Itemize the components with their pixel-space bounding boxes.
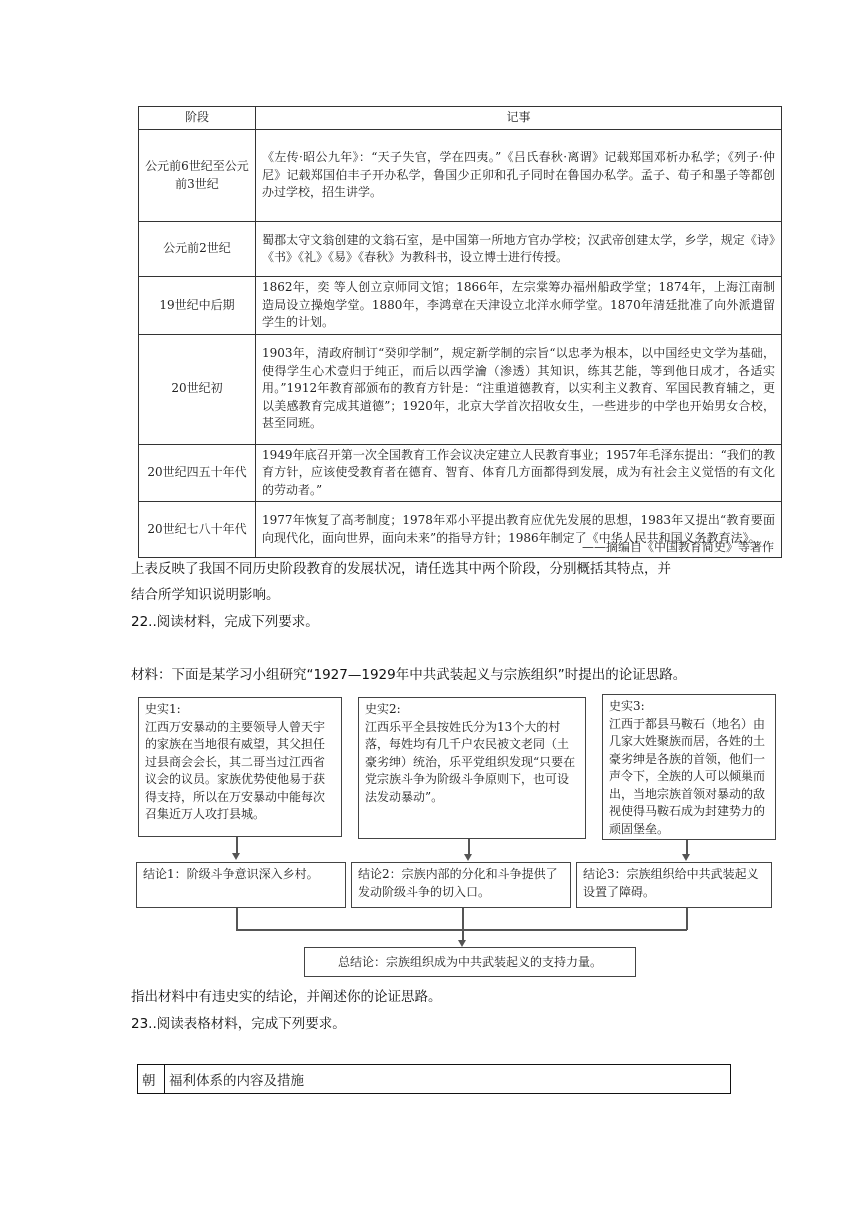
connector-line bbox=[462, 908, 464, 930]
welfare-table bbox=[137, 1064, 731, 1094]
arrow-down-icon bbox=[232, 853, 240, 860]
q22-prompt: 指出材料中有违史实的结论，并阐述你的论证思路。 bbox=[131, 989, 442, 1005]
header-stage: 阶段 bbox=[139, 107, 256, 130]
final-conclusion-box: 总结论：宗族组织成为中共武装起义的支持力量。 bbox=[304, 947, 636, 977]
arrow-down-icon bbox=[458, 940, 466, 947]
event-cell: 《左传·昭公九年》：“天子失官，学在四夷。”《吕氏春秋·离谓》记载郑国邓析办私学；《列子·仲尼》记载郑国伯丰子开办私学，鲁国少正卯和孔子同时在鲁国办私学。孟子、荀子和墨子等都创办过学校，招生讲学。 bbox=[256, 130, 782, 222]
q23-heading: 23..阅读表格材料，完成下列要求。 bbox=[131, 1016, 346, 1032]
table-row bbox=[139, 277, 782, 335]
event-cell: 1862年，奕 等人创立京师同文馆；1866年，左宗棠筹办福州船政学堂；1874年，上海江南制造局设立操炮学堂。1880年，李鸿章在天津设立北洋水师学堂。1870年清廷批准了向外派遣留学生的计划。 bbox=[256, 277, 782, 335]
table-row bbox=[139, 222, 782, 277]
dynasty-header: 朝 bbox=[138, 1065, 165, 1094]
history-table bbox=[138, 106, 782, 558]
event-cell: 1977年恢复了高考制度；1978年邓小平提出教育应优先发展的思想，1983年又提出“教育要面向现代化，面向世界，面向未来”的指导方针；1986年制定了《中华人民共和国义务教育法》。 bbox=[256, 502, 782, 558]
connector-line bbox=[236, 908, 238, 930]
q22-heading: 22..阅读材料，完成下列要求。 bbox=[131, 614, 319, 630]
conclusion-box-1: 结论1：阶级斗争意识深入乡村。 bbox=[136, 862, 346, 908]
stage-cell: 20世纪初 bbox=[139, 334, 256, 444]
fact-box-3: 史实3: 江西于都县马鞍石（地名）由几家大姓聚族而居，各姓的土豪劣绅是各族的首领，他们一声令下，全族的人可以倾巢而出，当地宗族首领对暴动的敌视使得马鞍石成为封建势力的顽固堡垒。 bbox=[602, 694, 776, 840]
header-event: 记事 bbox=[256, 107, 782, 130]
table-header-row bbox=[139, 107, 782, 130]
stage-cell: 19世纪中后期 bbox=[139, 277, 256, 335]
table-row bbox=[139, 130, 782, 222]
fact-box-2: 史实2: 江西乐平全县按姓氏分为13个大的村落，每姓均有几千户农民被文老同（土豪劣绅）统治，乐平党组织发现“只要在党宗族斗争为阶级斗争原则下，也可设法发动暴动”。 bbox=[358, 697, 586, 839]
table-row bbox=[138, 1065, 731, 1094]
q22-material: 材料：下面是某学习小组研究“1927—1929年中共武装起义与宗族组织”时提出的论证思路。 bbox=[131, 667, 687, 683]
fact-box-1: 史实1: 江西万安暴动的主要领导人曾天宇的家族在当地很有威望，其父担任过县商会会长，其二哥当过江西省议会的议员。家族优势使他易于获得支持，所以在万安暴动中能每次召集近万人攻打县城。 bbox=[138, 697, 342, 837]
connector-line bbox=[236, 837, 238, 853]
stage-cell: 公元前2世纪 bbox=[139, 222, 256, 277]
stage-cell: 20世纪七八十年代 bbox=[139, 502, 256, 558]
conclusion-box-3: 结论3：宗族组织给中共武装起义设置了障碍。 bbox=[576, 862, 772, 908]
connector-line bbox=[686, 908, 688, 930]
q21-prompt-line1: 上表反映了我国不同历史阶段教育的发展状况，请任选其中两个阶段，分别概括其特点，并 bbox=[131, 561, 671, 577]
welfare-header: 福利体系的内容及措施 bbox=[165, 1065, 731, 1094]
connector-line bbox=[686, 840, 688, 854]
event-cell: 1903年，清政府制订“癸卯学制”，规定新学制的宗旨“以忠孝为根本，以中国经史文学为基础，使得学生心术壹归于纯正，而后以西学瀹（渗透）其知识，练其艺能，等到他日成才，各适实用。”1912年教育部颁布的教育方针是：“注重道德教育，以实利主义教育、军国民教育辅之，更以美感教育完成其道德”；1920年，北京大学首次招收女生，一些进步的中学也开始男女合校，甚至同班。 bbox=[256, 334, 782, 444]
event-cell: 蜀郡太守文翁创建的文翁石室，是中国第一所地方官办学校；汉武帝创建太学，乡学，规定《诗》《书》《礼》《易》《春秋》为教科书，设立博士进行传授。 bbox=[256, 222, 782, 277]
arrow-down-icon bbox=[464, 854, 472, 861]
event-cell: 1949年底召开第一次全国教育工作会议决定建立人民教育事业；1957年毛泽东提出：“我们的教育方针，应该使受教育者在德育、智育、体育几方面都得到发展，成为有社会主义觉悟的有文化的劳动者。” bbox=[256, 444, 782, 502]
stage-cell: 公元前6世纪至公元前3世纪 bbox=[139, 130, 256, 222]
connector-line bbox=[468, 839, 470, 854]
table-row bbox=[139, 334, 782, 444]
q21-prompt-line2: 结合所学知识说明影响。 bbox=[131, 587, 280, 603]
arrow-down-icon bbox=[682, 854, 690, 861]
stage-cell: 20世纪四五十年代 bbox=[139, 444, 256, 502]
table-source: ——摘编自《中国教育简史》等著作 bbox=[581, 540, 774, 554]
table-row bbox=[139, 444, 782, 502]
conclusion-box-2: 结论2：宗族内部的分化和斗争提供了发动阶级斗争的切入口。 bbox=[351, 862, 571, 908]
